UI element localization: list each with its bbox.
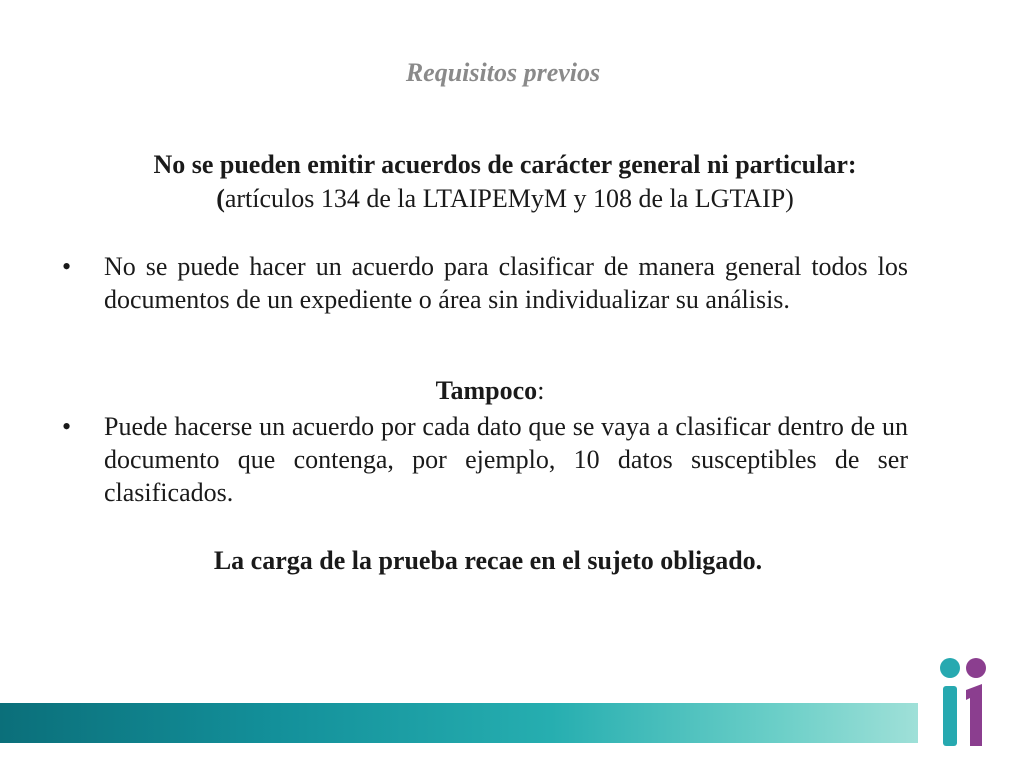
heading-articles-text: artículos 134 de la LTAIPEMyM y 108 de la LGTAIP) <box>224 184 794 213</box>
bullet-text-1: No se puede hacer un acuerdo para clasificar de manera general todos los documentos de un expediente o área sin individualizar su análisis. <box>104 252 908 314</box>
tampoco-heading <box>0 376 980 406</box>
bullet-text-2: Puede hacerse un acuerdo por cada dato que se vaya a clasificar dentro de un documento que contenga, por ejemplo, 10 datos susceptibles de ser clasificados. <box>104 412 908 507</box>
bullet-item-2 <box>62 410 908 509</box>
bullet-icon: • <box>62 412 72 441</box>
heading-main: No se pueden emitir acuerdos de carácter general ni particular: <box>153 150 857 179</box>
tampoco-label: Tampoco <box>435 376 538 405</box>
slide-title: Requisitos previos <box>405 58 601 87</box>
bullet-icon: • <box>62 252 72 281</box>
conclusion: La carga de la prueba recae en el sujeto obligado. <box>213 546 763 575</box>
institution-logo-icon <box>936 650 998 750</box>
bullet-item-1 <box>62 250 908 316</box>
heading <box>40 148 970 216</box>
heading-articles <box>40 182 970 216</box>
footer-band <box>0 703 918 743</box>
tampoco-colon: : <box>537 376 545 405</box>
heading-paren: ( <box>216 184 225 213</box>
